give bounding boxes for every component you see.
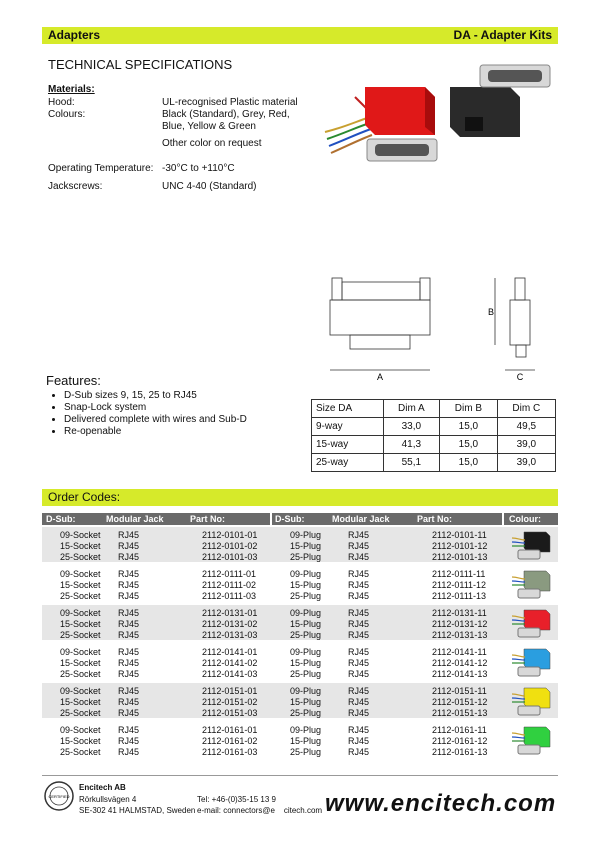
colour-swatch-adapter	[510, 528, 554, 562]
socket-size: 09-Socket	[60, 530, 101, 540]
table-row	[312, 454, 556, 472]
table-row	[312, 436, 556, 454]
modular-jack: RJ45	[348, 630, 370, 640]
part-number: 2112-0141-13	[432, 669, 488, 679]
plug-size: 25-Plug	[290, 591, 322, 601]
op-temp-label: Operating Temperature:	[48, 163, 154, 174]
order-codes-title: Order Codes:	[48, 490, 121, 504]
part-number: 2112-0111-02	[202, 580, 257, 590]
part-number: 2112-0151-02	[202, 697, 258, 707]
feature-item: • D-Sub sizes 9, 15, 25 to RJ45	[64, 390, 247, 402]
table-cell: 49,5	[497, 418, 555, 436]
colours-value-3: Other color on request	[162, 138, 262, 149]
table-cell: 41,3	[383, 436, 440, 454]
materials-heading: Materials:	[48, 84, 95, 95]
tech-title: TECHNICAL SPECIFICATIONS	[48, 57, 233, 72]
wires-illustration	[325, 97, 372, 153]
certification-seal	[44, 781, 74, 811]
part-number: 2112-0161-03	[202, 747, 258, 757]
plug-size: 09-Plug	[290, 647, 322, 657]
footer-divider	[42, 775, 558, 776]
adapter-hood	[524, 610, 550, 630]
plug-size: 09-Plug	[290, 686, 322, 696]
part-number: 2112-0101-01	[202, 530, 258, 540]
order-header-colour	[504, 513, 558, 525]
dim-c-label: C	[516, 372, 524, 382]
wire	[512, 737, 525, 738]
order-group	[42, 566, 558, 601]
socket-size: 15-Socket	[60, 580, 101, 590]
part-number: 2112-0101-11	[432, 530, 487, 540]
modular-jack: RJ45	[348, 552, 370, 562]
table-header: Dim B	[440, 400, 497, 418]
part-number: 2112-0111-12	[432, 580, 487, 590]
table-cell: 15,0	[440, 418, 497, 436]
modular-jack: RJ45	[348, 736, 370, 746]
table-cell: 15,0	[440, 454, 497, 472]
feature-item: • Re-openable	[64, 426, 247, 438]
modular-jack: RJ45	[118, 591, 140, 601]
modular-jack: RJ45	[118, 658, 140, 668]
socket-size: 15-Socket	[60, 736, 101, 746]
colour-swatch-adapter	[510, 606, 554, 640]
wire	[512, 581, 525, 582]
header-part: Part No:	[417, 514, 453, 524]
modular-jack: RJ45	[348, 541, 370, 551]
modular-jack: RJ45	[118, 541, 140, 551]
part-number: 2112-0141-11	[432, 647, 487, 657]
plug-size: 15-Plug	[290, 736, 322, 746]
modular-jack: RJ45	[348, 580, 370, 590]
part-number: 2112-0131-12	[432, 619, 488, 629]
modular-jack: RJ45	[348, 658, 370, 668]
socket-size: 09-Socket	[60, 608, 101, 618]
black-adapter-hood	[450, 87, 520, 137]
modular-jack: RJ45	[348, 569, 370, 579]
footer-email[interactable]: e-mail: connectors@e citech.com	[197, 806, 323, 815]
dimensions-table	[311, 399, 556, 472]
part-number: 2112-0161-12	[432, 736, 488, 746]
feature-item: • Snap-Lock system	[64, 402, 247, 414]
socket-size: 15-Socket	[60, 697, 101, 707]
part-number: 2112-0151-11	[432, 686, 487, 696]
wire	[512, 542, 525, 543]
table-row	[312, 418, 556, 436]
modular-jack: RJ45	[118, 647, 140, 657]
colour-swatch-adapter	[510, 723, 554, 757]
footer-street: Rörkullsvägen 4	[79, 795, 137, 804]
modular-jack: RJ45	[118, 686, 140, 696]
part-number: 2112-0161-02	[202, 736, 258, 746]
modular-jack: RJ45	[118, 608, 140, 618]
part-number: 2112-0101-03	[202, 552, 258, 562]
table-cell: 33,0	[383, 418, 440, 436]
part-number: 2112-0151-13	[432, 708, 488, 718]
part-number: 2112-0151-12	[432, 697, 488, 707]
plug-size: 09-Plug	[290, 725, 322, 735]
modular-jack: RJ45	[118, 669, 140, 679]
part-number: 2112-0141-02	[202, 658, 258, 668]
modular-jack: RJ45	[118, 630, 140, 640]
modular-jack: RJ45	[118, 708, 140, 718]
modular-jack: RJ45	[348, 669, 370, 679]
wire	[512, 659, 525, 660]
adapter-hood	[524, 688, 550, 708]
modular-jack: RJ45	[118, 697, 140, 707]
wire	[512, 698, 525, 699]
dsub-connector	[518, 550, 540, 559]
plug-size: 15-Plug	[290, 580, 322, 590]
product-photo	[315, 57, 560, 177]
feature-item: • Delivered complete with wires and Sub-D	[64, 414, 247, 426]
technical-drawing	[320, 270, 550, 385]
order-codes-bar	[42, 489, 558, 506]
part-number: 2112-0101-12	[432, 541, 488, 551]
part-number: 2112-0151-03	[202, 708, 258, 718]
table-cell: 25-way	[312, 454, 384, 472]
header-jack: Modular Jack	[106, 514, 164, 524]
modular-jack: RJ45	[118, 552, 140, 562]
table-cell: 55,1	[383, 454, 440, 472]
part-number: 2112-0111-13	[432, 591, 487, 601]
part-number: 2112-0131-02	[202, 619, 258, 629]
table-cell: 39,0	[497, 454, 555, 472]
socket-size: 09-Socket	[60, 569, 101, 579]
modular-jack: RJ45	[348, 647, 370, 657]
colours-value-2: Blue, Yellow & Green	[162, 121, 256, 132]
table-cell: 15,0	[440, 436, 497, 454]
modular-jack: RJ45	[118, 569, 140, 579]
modular-jack: RJ45	[348, 686, 370, 696]
order-group	[42, 644, 558, 679]
part-number: 2112-0111-03	[202, 591, 257, 601]
part-number: 2112-0161-13	[432, 747, 488, 757]
dim-b-label: B	[488, 307, 495, 317]
features-title: Features:	[46, 373, 101, 388]
socket-size: 25-Socket	[60, 747, 101, 757]
plug-size: 15-Plug	[290, 541, 322, 551]
footer-tel: Tel: +46-(0)35-15 13 9	[197, 795, 276, 804]
part-number: 2112-0161-11	[432, 725, 487, 735]
socket-size: 25-Socket	[60, 669, 101, 679]
header-part: Part No:	[190, 514, 226, 524]
plug-size: 09-Plug	[290, 569, 322, 579]
part-number: 2112-0111-01	[202, 569, 257, 579]
part-number: 2112-0161-01	[202, 725, 258, 735]
modular-jack: RJ45	[348, 747, 370, 757]
plug-size: 15-Plug	[290, 619, 322, 629]
wire	[512, 655, 525, 657]
modular-jack: RJ45	[118, 619, 140, 629]
socket-size: 25-Socket	[60, 591, 101, 601]
hood-value: UL-recognised Plastic material	[162, 97, 298, 108]
part-number: 2112-0101-13	[432, 552, 488, 562]
part-number: 2112-0131-01	[202, 608, 258, 618]
jackscrews-value: UNC 4-40 (Standard)	[162, 181, 257, 192]
socket-size: 09-Socket	[60, 725, 101, 735]
modular-jack: RJ45	[118, 725, 140, 735]
header-bar	[42, 27, 558, 44]
part-number: 2112-0141-12	[432, 658, 488, 668]
table-header: Dim A	[383, 400, 440, 418]
table-header: Dim C	[497, 400, 555, 418]
dsub-connector	[518, 628, 540, 637]
socket-size: 15-Socket	[60, 541, 101, 551]
modular-jack: RJ45	[118, 736, 140, 746]
part-number: 2112-0101-02	[202, 541, 258, 551]
plug-size: 09-Plug	[290, 530, 322, 540]
modular-jack: RJ45	[118, 530, 140, 540]
plug-size: 15-Plug	[290, 697, 322, 707]
plug-size: 15-Plug	[290, 658, 322, 668]
table-cell: 39,0	[497, 436, 555, 454]
modular-jack: RJ45	[348, 697, 370, 707]
modular-jack: RJ45	[118, 747, 140, 757]
part-number: 2112-0111-11	[432, 569, 486, 579]
seal-text: CERTIFIED	[48, 794, 70, 799]
header-dsub: D-Sub:	[275, 514, 305, 524]
wire	[512, 538, 525, 540]
colour-swatch-adapter	[510, 645, 554, 679]
colours-label: Colours:	[48, 109, 86, 120]
colours-value: Black (Standard), Grey, Red,	[162, 109, 290, 120]
red-adapter-hood	[365, 87, 435, 135]
modular-jack: RJ45	[348, 530, 370, 540]
table-header-row	[312, 400, 556, 418]
wire	[512, 616, 525, 618]
socket-size: 25-Socket	[60, 552, 101, 562]
hood-label: Hood:	[48, 97, 75, 108]
colour-swatch-adapter	[510, 567, 554, 601]
part-number: 2112-0131-03	[202, 630, 258, 640]
socket-size: 25-Socket	[60, 708, 101, 718]
order-group	[42, 683, 558, 718]
footer-city: SE-302 41 HALMSTAD, Sweden	[79, 806, 196, 815]
plug-size: 25-Plug	[290, 552, 322, 562]
dsub-connector	[518, 589, 540, 598]
plug-size: 25-Plug	[290, 708, 322, 718]
part-number: 2112-0151-01	[202, 686, 258, 696]
colour-swatch-adapter	[510, 684, 554, 718]
dim-a-label: A	[376, 372, 384, 382]
plug-size: 25-Plug	[290, 669, 322, 679]
adapter-hood	[524, 571, 550, 591]
footer-company: Encitech AB	[79, 783, 126, 792]
socket-size: 09-Socket	[60, 647, 101, 657]
part-number: 2112-0141-01	[202, 647, 258, 657]
plug-size: 09-Plug	[290, 608, 322, 618]
modular-jack: RJ45	[348, 725, 370, 735]
modular-jack: RJ45	[118, 580, 140, 590]
adapter-hood	[524, 532, 550, 552]
op-temp-value: -30°C to +110°C	[162, 163, 235, 174]
header-colour: Colour:	[509, 514, 541, 524]
socket-size: 15-Socket	[60, 658, 101, 668]
header-right: DA - Adapter Kits	[453, 28, 552, 42]
jackscrews-label: Jackscrews:	[48, 181, 103, 192]
modular-jack: RJ45	[348, 708, 370, 718]
wire	[512, 620, 525, 621]
part-number: 2112-0131-13	[432, 630, 488, 640]
wire	[512, 577, 525, 579]
modular-jack: RJ45	[348, 608, 370, 618]
order-group	[42, 527, 558, 562]
dsub-connector	[518, 745, 540, 754]
part-number: 2112-0131-11	[432, 608, 487, 618]
features-list	[38, 390, 247, 438]
wire	[512, 694, 525, 696]
modular-jack: RJ45	[348, 619, 370, 629]
adapter-hood	[524, 649, 550, 669]
dsub-connector	[518, 667, 540, 676]
socket-size: 25-Socket	[60, 630, 101, 640]
order-header-right	[272, 513, 502, 525]
adapter-hood	[524, 727, 550, 747]
order-group	[42, 722, 558, 757]
socket-size: 15-Socket	[60, 619, 101, 629]
modular-jack: RJ45	[348, 591, 370, 601]
wire	[512, 733, 525, 735]
table-header: Size DA	[312, 400, 384, 418]
header-left: Adapters	[48, 28, 101, 42]
order-group	[42, 605, 558, 640]
part-number: 2112-0141-03	[202, 669, 258, 679]
order-header-left	[42, 513, 270, 525]
plug-size: 25-Plug	[290, 747, 322, 757]
socket-size: 09-Socket	[60, 686, 101, 696]
plug-size: 25-Plug	[290, 630, 322, 640]
footer-website[interactable]: www.encitech.com	[325, 790, 557, 817]
table-cell: 15-way	[312, 436, 384, 454]
dsub-connector	[518, 706, 540, 715]
header-jack: Modular Jack	[332, 514, 390, 524]
header-dsub: D-Sub:	[46, 514, 76, 524]
table-cell: 9-way	[312, 418, 384, 436]
